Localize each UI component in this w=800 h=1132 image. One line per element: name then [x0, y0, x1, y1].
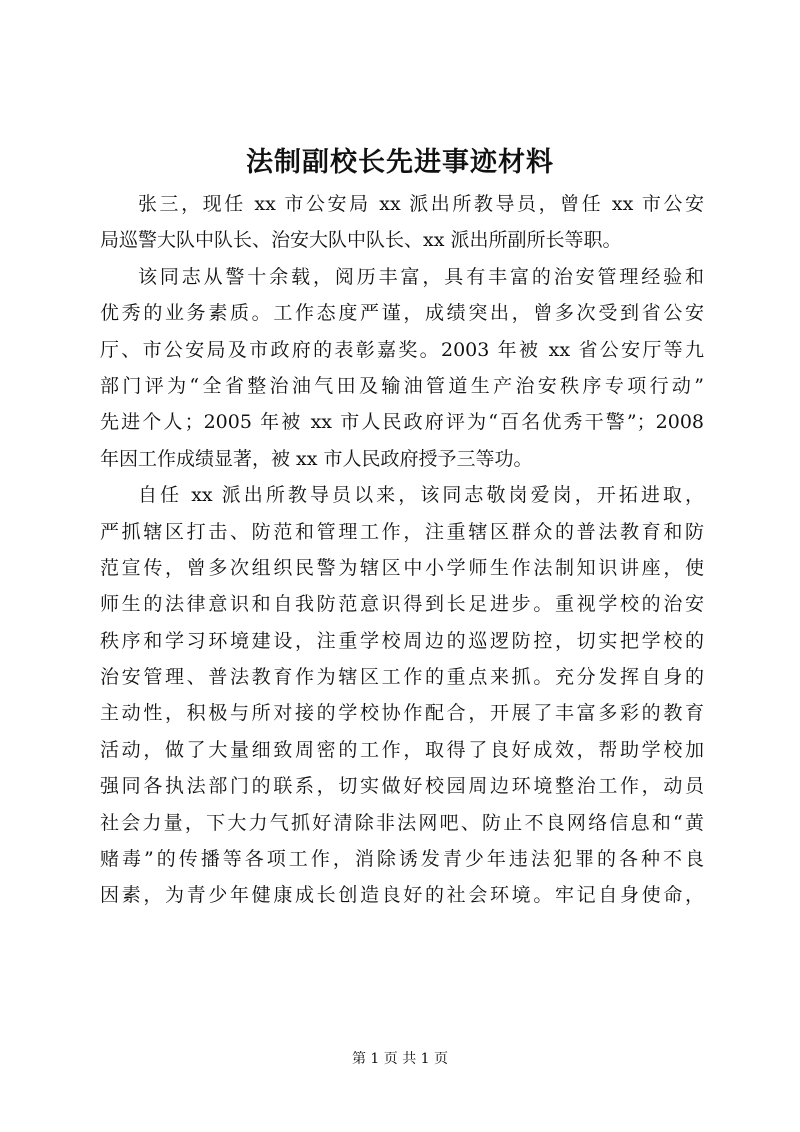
- document-body: [100, 186, 704, 914]
- paragraph-3-line-4: 师生的法律意识和自我防范意识得到长足进步。重视学校的治安: [100, 593, 704, 616]
- paragraph-1-line-2: 局巡警大队中队长、治安大队中队长、xx 派出所副所长等职。: [100, 229, 622, 252]
- paragraph-2-line-1: 该同志从警十余载，阅历丰富，具有丰富的治安管理经验和: [138, 265, 704, 288]
- document-title: 法制副校长先进事迹材料: [246, 147, 554, 178]
- paragraph-2-line-4: 部门评为“全省整治油气田及输油管道生产治安秩序专项行动”: [100, 374, 704, 397]
- paragraph-3-line-3: 范宣传，曾多次组织民警为辖区中小学师生作法制知识讲座，使: [100, 556, 704, 579]
- paragraph-3-line-10: 社会力量，下大力气抓好清除非法网吧、防止不良网络信息和“黄: [100, 811, 704, 834]
- paragraph-3-line-8: 活动，做了大量细致周密的工作，取得了良好成效，帮助学校加: [100, 738, 704, 761]
- paragraph-1-line-1: 张三，现任 xx 市公安局 xx 派出所教导员，曾任 xx 市公安: [138, 193, 704, 215]
- paragraph-3-line-2: 严抓辖区打击、防范和管理工作，注重辖区群众的普法教育和防: [100, 520, 704, 543]
- paragraph-3-line-6: 治安管理、普法教育作为辖区工作的重点来抓。充分发挥自身的: [100, 666, 704, 689]
- paragraph-2-line-3: 厅、市公安局及市政府的表彰嘉奖。2003 年被 xx 省公安厅等九: [100, 338, 704, 361]
- page-footer: 第 1 页 共 1 页: [351, 1051, 449, 1067]
- paragraph-3-line-1: 自任 xx 派出所教导员以来，该同志敬岗爱岗，开拓进取，: [138, 484, 704, 507]
- paragraph-3-line-9: 强同各执法部门的联系，切实做好校园周边环境整治工作，动员: [100, 775, 704, 798]
- paragraph-3-line-12: 因素，为青少年健康成长创造良好的社会环境。牢记自身使命，: [100, 884, 704, 907]
- paragraph-3-line-5: 秩序和学习环境建设，注重学校周边的巡逻防控，切实把学校的: [100, 629, 704, 652]
- paragraph-2-line-2: 优秀的业务素质。工作态度严谨，成绩突出，曾多次受到省公安: [100, 302, 704, 325]
- paragraph-2-line-5: 先进个人；2005 年被 xx 市人民政府评为“百名优秀干警”；2008: [100, 411, 704, 434]
- paragraph-3-line-11: 赌毒”的传播等各项工作，消除诱发青少年违法犯罪的各种不良: [100, 848, 704, 871]
- paragraph-3-line-7: 主动性，积极与所对接的学校协作配合，开展了丰富多彩的教育: [100, 702, 704, 725]
- paragraph-2-line-6: 年因工作成绩显著，被 xx 市人民政府授予三等功。: [100, 447, 533, 470]
